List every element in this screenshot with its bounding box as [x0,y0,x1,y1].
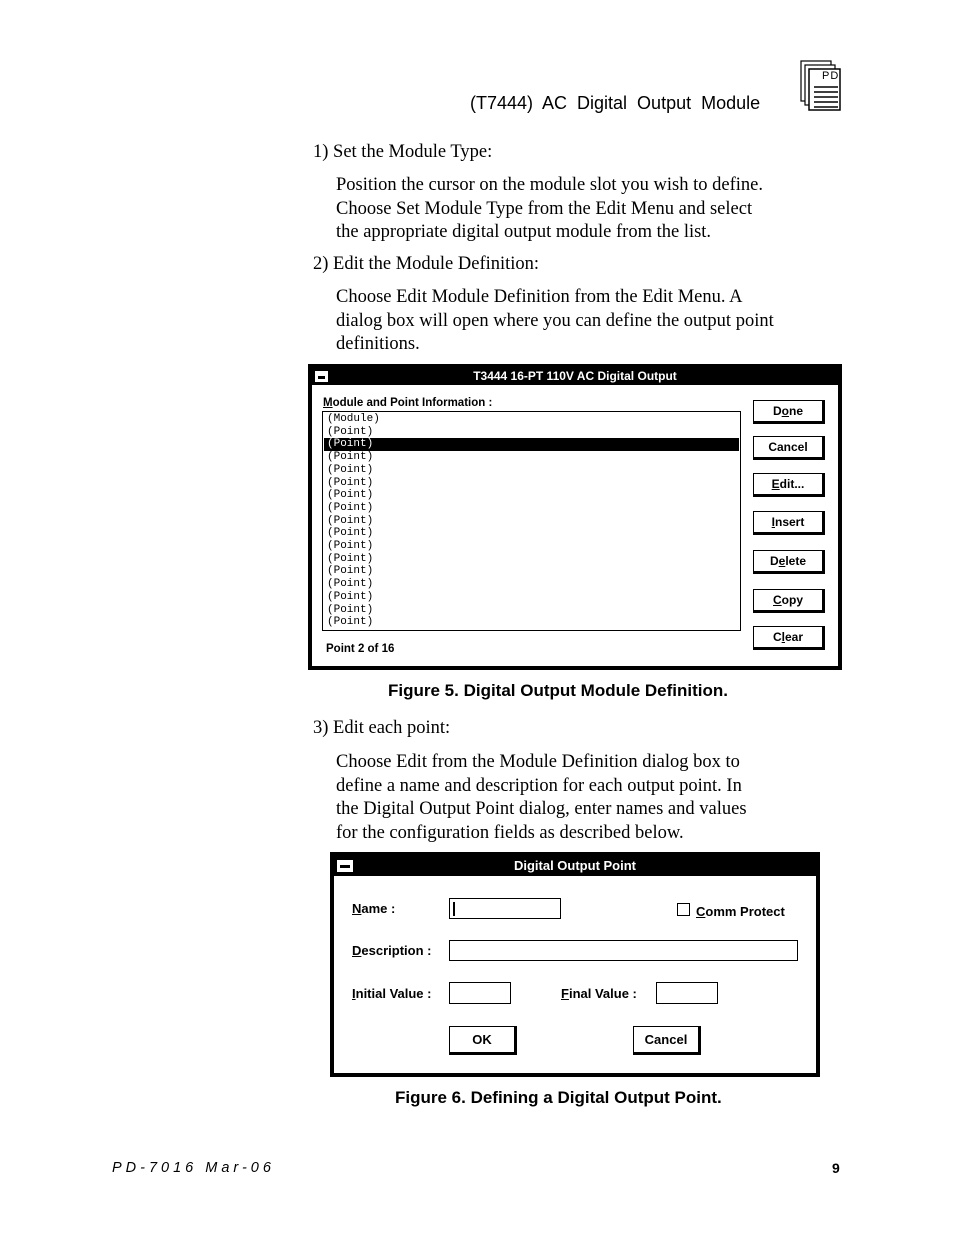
list-item[interactable]: (Point) [327,590,374,603]
point-status: Point 2 of 16 [326,643,395,655]
delete-button[interactable] [753,550,825,574]
system-menu-icon[interactable] [336,859,354,873]
dialog-title-bar[interactable] [334,856,816,876]
button-label: Cancel [768,440,808,454]
cancel-button[interactable]: Cancel [633,1026,701,1055]
final-value-label: Final Value : [561,986,637,1001]
ok-button[interactable]: OK [449,1026,517,1055]
paragraph-line: the Digital Output Point dialog, enter names and values [336,799,747,819]
list-item[interactable]: (Point) [327,501,374,514]
text-cursor [453,902,455,916]
initial-value-input[interactable] [449,982,511,1004]
step-1-paragraph [336,174,846,245]
document-icon-label: PD [822,70,840,82]
description-input[interactable] [449,940,798,961]
step-1-heading: 1) Set the Module Type: [313,142,493,162]
name-input[interactable] [449,898,561,919]
list-label: Module and Point Information : [323,397,493,409]
paragraph-line: definitions. [336,334,420,354]
dialog-title-bar[interactable] [312,368,838,385]
step-3-heading: 3) Edit each point: [313,718,451,738]
button-label: Edit... [771,477,805,491]
list-item[interactable]: (Point) [327,616,374,629]
copy-button[interactable] [753,589,825,613]
step-2-paragraph [336,286,846,357]
paragraph-line: Choose Edit Module Definition from the Edit Menu. A [336,287,743,307]
list-item[interactable]: (Point) [327,514,374,527]
button-label: Delete [769,554,807,568]
edit-button[interactable] [753,473,825,497]
comm-protect-label[interactable]: Comm Protect [696,904,785,919]
list-item[interactable]: (Point) [327,463,374,476]
document-stack-icon [800,60,842,112]
list-item[interactable]: (Point) [327,603,374,616]
list-item[interactable]: (Point) [327,552,374,565]
dialog-title: Digital Output Point [513,858,637,873]
step-2-heading: 2) Edit the Module Definition: [313,254,540,274]
comm-protect-checkbox[interactable] [677,903,690,916]
list-item[interactable]: (Point) [327,565,374,578]
figure-5-caption: Figure 5. Digital Output Module Definition. [388,681,728,700]
paragraph-line: Position the cursor on the module slot you wish to define. [336,175,763,195]
page-header-title: (T7444) AC Digital Output Module [470,93,761,113]
list-item[interactable]: (Module) [327,413,380,425]
paragraph-line: Choose Edit from the Module Definition dialog box to [336,752,740,772]
dialog-title: T3444 16-PT 110V AC Digital Output [473,369,677,383]
paragraph-line: Choose Set Module Type from the Edit Menu and select [336,198,753,219]
list-item[interactable]: (Point) [327,540,374,552]
list-item[interactable]: (Point) [327,527,374,540]
name-label: Name : [352,901,396,916]
paragraph-line: for the configuration fields as described below. [336,822,684,843]
list-item[interactable]: (Point) [327,451,374,464]
button-label: Copy [772,593,803,607]
cancel-button[interactable] [753,436,825,460]
step-3-paragraph [336,751,846,845]
module-definition-dialog [308,364,842,670]
digital-output-point-dialog [330,852,820,1077]
system-menu-icon[interactable] [314,370,329,383]
footer-doc-id: PD-7016 Mar-06 [112,1160,275,1176]
list-item[interactable]: (Point) [327,578,374,591]
page-number: 9 [832,1160,840,1176]
list-item[interactable]: (Point) [324,438,739,451]
button-label: Insert [771,515,805,529]
done-button[interactable] [753,400,825,424]
button-label: Done [772,404,804,418]
insert-button[interactable] [753,511,825,535]
figure-6-caption: Figure 6. Defining a Digital Output Point. [395,1088,722,1107]
list-item[interactable]: (Point) [327,425,374,438]
module-point-listbox[interactable] [322,411,741,631]
paragraph-line: dialog box will open where you can define the output point [336,310,774,331]
clear-button[interactable] [753,626,825,650]
paragraph-line: define a name and description for each output point. In [336,775,742,796]
initial-value-label: Initial Value : [352,986,432,1001]
paragraph-line: the appropriate digital output module from the list. [336,222,712,242]
list-item[interactable]: (Point) [327,489,374,502]
button-label: Clear [772,630,804,644]
list-item[interactable]: (Point) [327,476,374,489]
final-value-input[interactable] [656,982,718,1004]
description-label: Description : [352,943,432,958]
